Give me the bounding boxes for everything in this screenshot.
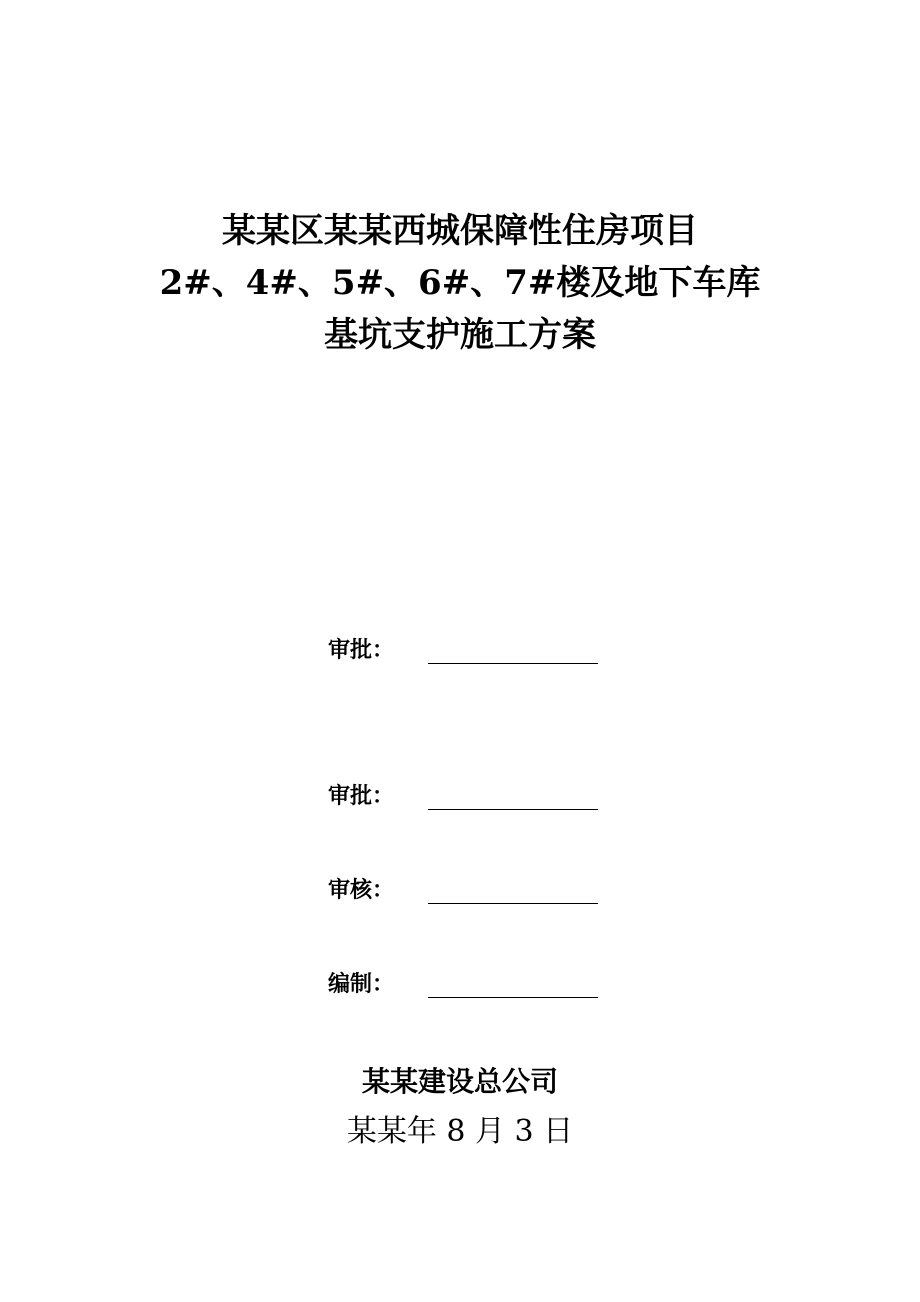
signature-row-review bbox=[328, 870, 608, 910]
signature-label: 审核： bbox=[328, 878, 395, 903]
signature-blank-line bbox=[428, 663, 598, 664]
signature-row-compile bbox=[328, 964, 608, 1004]
title-line-project: 某某区某某西城保障性住房项目 bbox=[222, 211, 698, 251]
title-line-plan: 基坑支护施工方案 bbox=[324, 315, 596, 355]
signature-label: 审批： bbox=[328, 638, 395, 663]
document-title bbox=[0, 205, 920, 361]
title-line-buildings: 2#、4#、5#、6#、7#楼及地下车库 bbox=[159, 263, 761, 303]
signature-row-approve-1 bbox=[328, 630, 608, 670]
document-date: 某某年 8 月 3 日 bbox=[346, 1114, 574, 1149]
signature-row-approve-2 bbox=[328, 776, 608, 816]
signature-blank-line bbox=[428, 997, 598, 998]
company-name: 某某建设总公司 bbox=[361, 1065, 558, 1098]
signature-label: 审批： bbox=[328, 784, 395, 809]
signature-blank-line bbox=[428, 809, 598, 810]
signature-blank-line bbox=[428, 903, 598, 904]
signature-label: 编制： bbox=[328, 972, 395, 997]
